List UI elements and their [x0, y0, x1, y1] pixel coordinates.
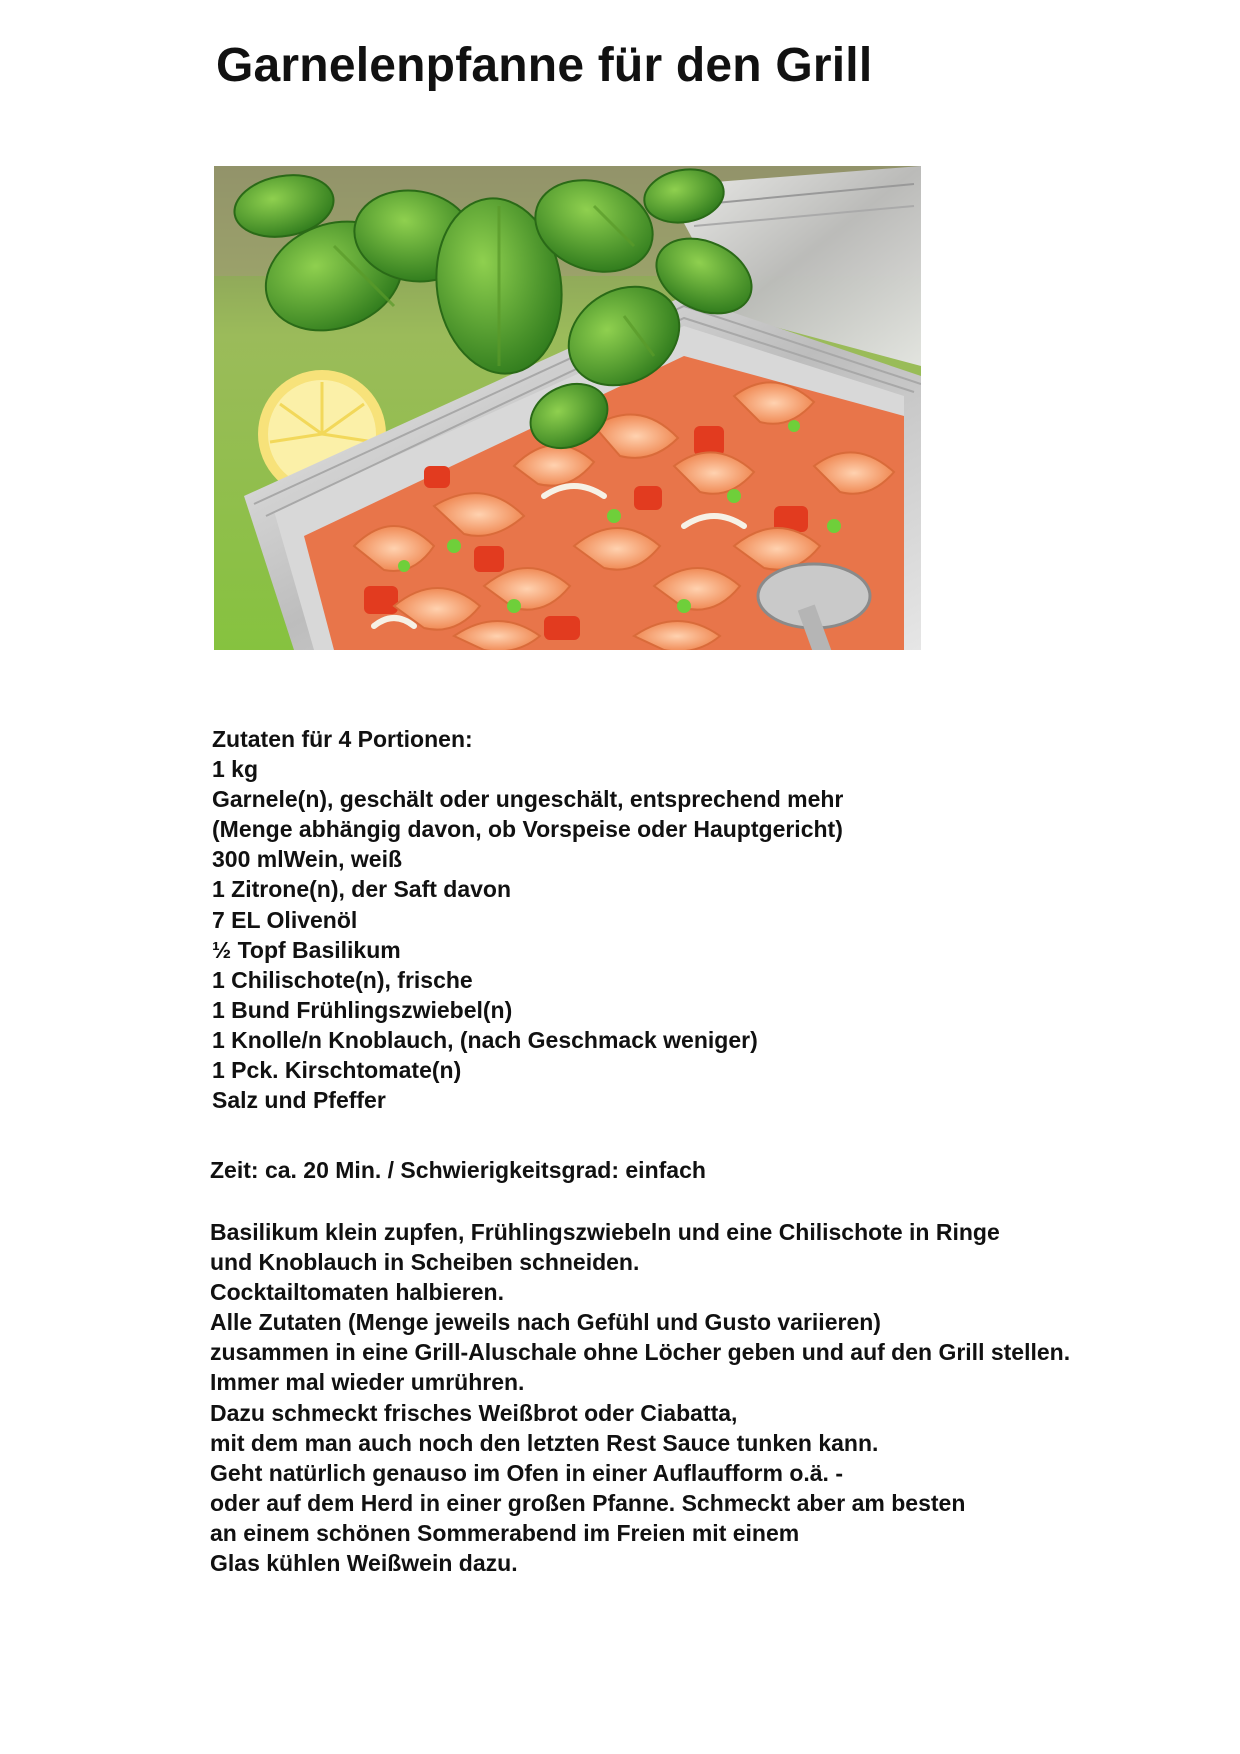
ingredient-item: 300 mlWein, weiß [212, 846, 403, 873]
ingredient-item: 7 EL Olivenöl [212, 906, 358, 933]
shrimp-pan-photo [214, 166, 921, 650]
ingredients-heading: Zutaten für 4 Portionen: [212, 726, 473, 752]
time-difficulty: Zeit: ca. 20 Min. / Schwierigkeitsgrad: einfach [210, 1157, 706, 1183]
ingredient-item: 1 Bund Frühlingszwiebel(n) [212, 996, 513, 1023]
ingredient-item: (Menge abhängig davon, ob Vorspeise oder Hauptgericht) [212, 816, 843, 843]
ingredient-item: Salz und Pfeffer [212, 1087, 386, 1114]
instructions [210, 1217, 1070, 1578]
instruction-line: an einem schönen Sommerabend im Freien mit einem [210, 1519, 800, 1546]
ingredient-item: 1 Zitrone(n), der Saft davon [212, 876, 512, 903]
ingredient-list [212, 724, 843, 1115]
ingredient-item: 1 Pck. Kirschtomate(n) [212, 1057, 462, 1084]
instruction-line: mit dem man auch noch den letzten Rest Sauce tunken kann. [210, 1429, 879, 1456]
ingredient-item: Garnele(n), geschält oder ungeschält, entsprechend mehr [212, 786, 844, 813]
ingredient-item: ½ Topf Basilikum [212, 936, 401, 963]
instruction-line: Dazu schmeckt frisches Weißbrot oder Ciabatta, [210, 1399, 738, 1426]
instruction-line: zusammen in eine Grill-Aluschale ohne Löcher geben und auf den Grill stellen. [210, 1339, 1071, 1366]
instruction-line: Glas kühlen Weißwein dazu. [210, 1550, 518, 1577]
instruction-line: Geht natürlich genauso im Ofen in einer Auflaufform o.ä. - [210, 1459, 843, 1486]
recipe-title: Garnelenpfanne für den Grill [216, 39, 873, 92]
instruction-line: Basilikum klein zupfen, Frühlingszwiebeln und eine Chilischote in Ringe [210, 1219, 1000, 1245]
ingredient-item: 1 Chilischote(n), frische [212, 966, 473, 993]
instruction-line: Alle Zutaten (Menge jeweils nach Gefühl und Gusto variieren) [210, 1309, 881, 1336]
instruction-line: und Knoblauch in Scheiben schneiden. [210, 1249, 640, 1276]
ingredient-item: 1 kg [212, 756, 259, 783]
ingredient-item: 1 Knolle/n Knoblauch, (nach Geschmack weniger) [212, 1026, 758, 1053]
instruction-line: oder auf dem Herd in einer großen Pfanne. Schmeckt aber am besten [210, 1489, 966, 1516]
instruction-line: Cocktailtomaten halbieren. [210, 1279, 504, 1306]
instruction-line: Immer mal wieder umrühren. [210, 1369, 525, 1396]
